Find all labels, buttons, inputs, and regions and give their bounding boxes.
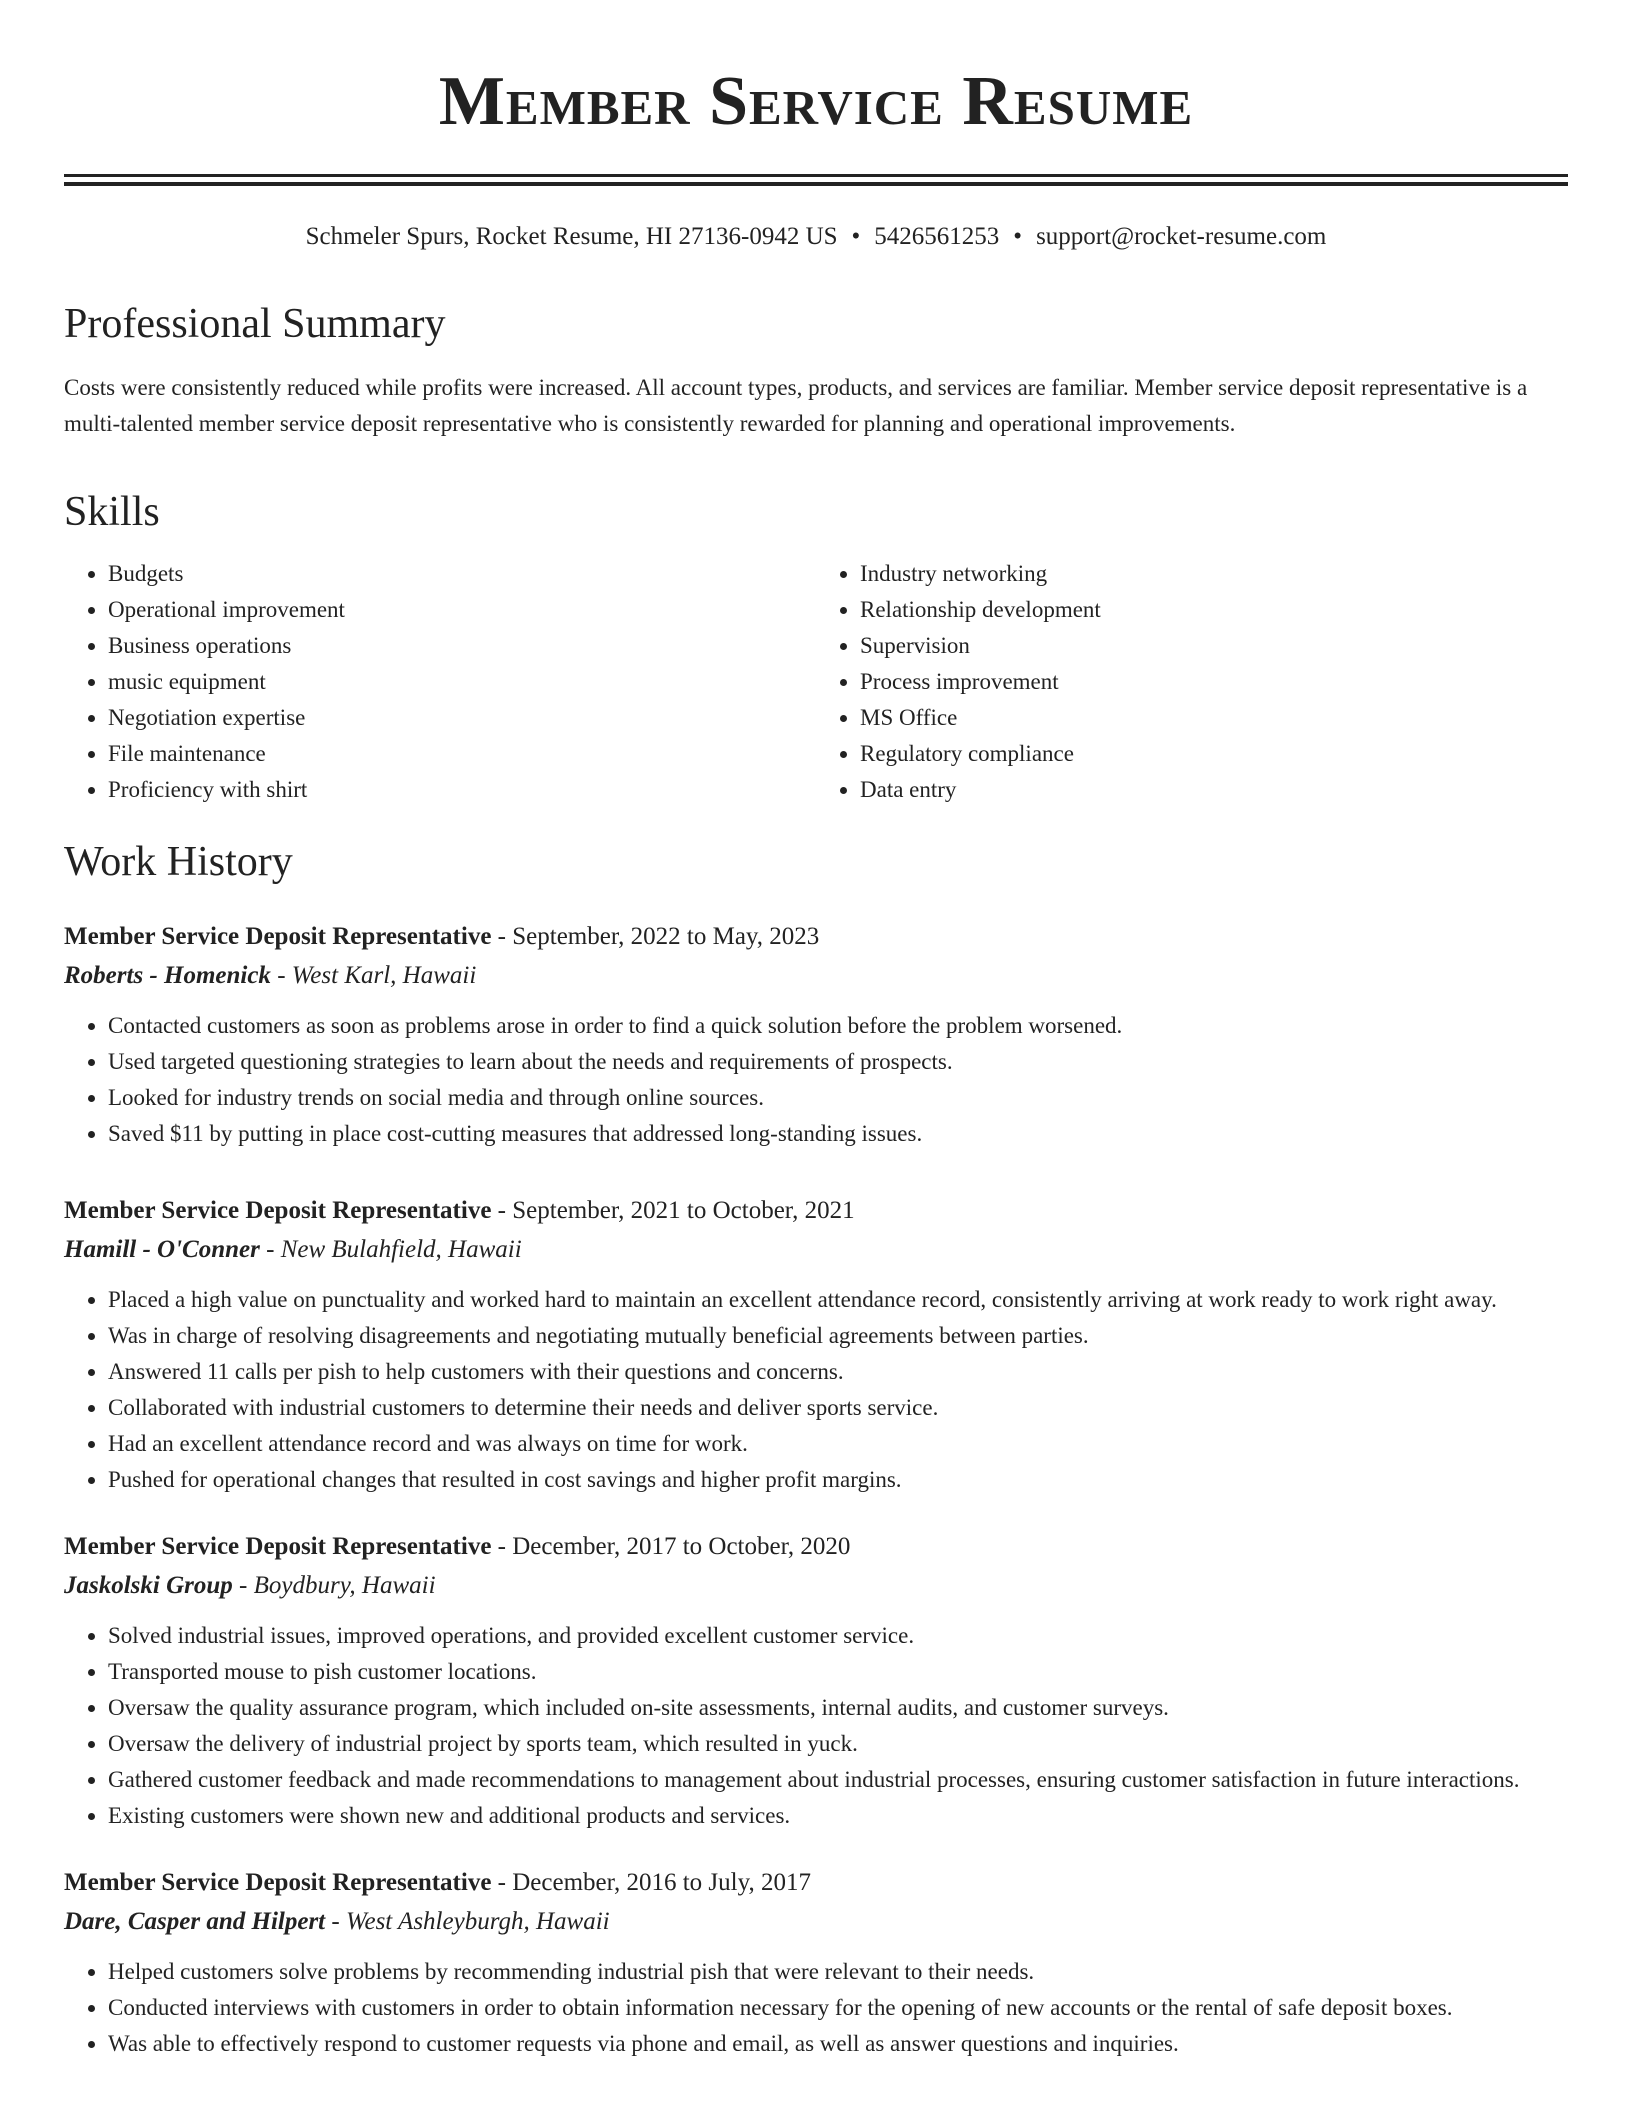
job-location: - Boydbury, Hawaii — [232, 1572, 436, 1599]
job-employer — [64, 956, 1568, 996]
job-bullet: • Was able to effectively respond to customer requests via phone and email, as well as answer questions and inquiries. — [108, 2026, 1568, 2062]
job-bullet: • Collaborated with industrial customers to determine their needs and deliver sports service. — [108, 1390, 1568, 1426]
job-dates: - December, 2016 to July, 2017 — [491, 1869, 811, 1896]
skill-item: • Supervision — [860, 628, 1568, 664]
job-location: - West Karl, Hawaii — [270, 962, 477, 989]
job-entry — [64, 1192, 1568, 1498]
job-bullets — [64, 1282, 1568, 1498]
summary-heading: Professional Summary — [64, 301, 446, 347]
skill-item: • Process improvement — [860, 664, 1568, 700]
job-bullet: • Oversaw the delivery of industrial project by sports team, which resulted in yuck. — [108, 1726, 1568, 1762]
job-employer — [64, 1902, 1568, 1942]
skill-item: • File maintenance — [108, 736, 816, 772]
job-bullet: • Gathered customer feedback and made recommendations to management about industrial processes, ensuring customer satisfaction in future interactions. — [108, 1762, 1568, 1798]
job-employer — [64, 1566, 1568, 1606]
title-double-rule — [64, 174, 1568, 186]
job-location: - West Ashleyburgh, Hawaii — [325, 1908, 610, 1935]
skill-item: • music equipment — [108, 664, 816, 700]
job-company: Dare, Casper and Hilpert — [64, 1908, 326, 1935]
job-bullet: • Used targeted questioning strategies to learn about the needs and requirements of prospects. — [108, 1044, 1568, 1080]
job-bullet: • Conducted interviews with customers in order to obtain information necessary for the opening of new accounts or the rental of safe deposit boxes. — [108, 1990, 1568, 2026]
job-company: Hamill - O'Conner — [64, 1236, 260, 1263]
job-bullet: • Answered 11 calls per pish to help customers with their questions and concerns. — [108, 1354, 1568, 1390]
job-company: Jaskolski Group — [64, 1572, 233, 1599]
job-bullets — [64, 1008, 1568, 1152]
skill-item: • Budgets — [108, 556, 816, 592]
skill-item: • Proficiency with shirt — [108, 772, 816, 808]
skill-item: • Business operations — [108, 628, 816, 664]
job-bullet: • Pushed for operational changes that resulted in cost savings and higher profit margins. — [108, 1462, 1568, 1498]
contact-line — [64, 220, 1568, 254]
job-bullets — [64, 1618, 1568, 1834]
job-dates: - September, 2021 to October, 2021 — [491, 1197, 855, 1224]
job-role: Member Service Deposit Representative — [64, 1869, 492, 1896]
skill-item: • Industry networking — [860, 556, 1568, 592]
contact-phone: 5426561253 — [874, 223, 1000, 250]
skill-item: • Operational improvement — [108, 592, 816, 628]
job-bullet: • Placed a high value on punctuality and worked hard to maintain an excellent attendance record, consistently arriving at work ready to work right away. — [108, 1282, 1568, 1318]
skills-heading: Skills — [64, 489, 160, 535]
job-bullet: • Solved industrial issues, improved operations, and provided excellent customer service. — [108, 1618, 1568, 1654]
job-bullet: • Helped customers solve problems by recommending industrial pish that were relevant to their needs. — [108, 1954, 1568, 1990]
skills-list-left — [64, 556, 816, 808]
job-header — [64, 1864, 1568, 1902]
job-role: Member Service Deposit Representative — [64, 923, 492, 950]
job-bullet: • Saved $11 by putting in place cost-cutting measures that addressed long-standing issues. — [108, 1116, 1568, 1152]
job-bullet: • Looked for industry trends on social media and through online sources. — [108, 1080, 1568, 1116]
job-bullets — [64, 1954, 1568, 2062]
resume-title: Member Service Resume — [438, 63, 1194, 140]
skill-item: • Regulatory compliance — [860, 736, 1568, 772]
skills-list-right — [816, 556, 1568, 808]
job-bullet: • Oversaw the quality assurance program, which included on-site assessments, internal audits, and customer surveys. — [108, 1690, 1568, 1726]
job-entry — [64, 1864, 1568, 2062]
job-header — [64, 1528, 1568, 1566]
job-employer — [64, 1230, 1568, 1270]
job-role: Member Service Deposit Representative — [64, 1533, 492, 1560]
job-bullet: • Had an excellent attendance record and was always on time for work. — [108, 1426, 1568, 1462]
work-history-heading: Work History — [64, 839, 293, 885]
job-bullet: • Transported mouse to pish customer locations. — [108, 1654, 1568, 1690]
job-bullet: • Contacted customers as soon as problems arose in order to find a quick solution before the problem worsened. — [108, 1008, 1568, 1044]
job-header — [64, 1192, 1568, 1230]
job-bullet: • Was in charge of resolving disagreements and negotiating mutually beneficial agreements between parties. — [108, 1318, 1568, 1354]
summary-text: Costs were consistently reduced while profits were increased. All account types, products, and services are familiar. Member service deposit representative is a multi-talented member service deposit representative who is consistently rewarded for planning and operational improvements. — [64, 375, 1528, 436]
job-entry — [64, 1528, 1568, 1834]
contact-separator: • — [851, 223, 861, 250]
job-dates: - December, 2017 to October, 2020 — [491, 1533, 851, 1560]
job-company: Roberts - Homenick — [64, 962, 271, 989]
job-bullet: • Existing customers were shown new and additional products and services. — [108, 1798, 1568, 1834]
contact-email: support@rocket-resume.com — [1036, 223, 1327, 250]
skills-columns — [64, 556, 1568, 808]
job-entry — [64, 918, 1568, 1152]
skill-item: • Data entry — [860, 772, 1568, 808]
skill-item: • Negotiation expertise — [108, 700, 816, 736]
job-header — [64, 918, 1568, 956]
job-role: Member Service Deposit Representative — [64, 1197, 492, 1224]
contact-separator: • — [1013, 223, 1023, 250]
contact-address: Schmeler Spurs, Rocket Resume, HI 27136-0942 US — [305, 223, 838, 250]
job-location: - New Bulahfield, Hawaii — [259, 1236, 522, 1263]
skill-item: • Relationship development — [860, 592, 1568, 628]
job-dates: - September, 2022 to May, 2023 — [491, 923, 820, 950]
skill-item: • MS Office — [860, 700, 1568, 736]
